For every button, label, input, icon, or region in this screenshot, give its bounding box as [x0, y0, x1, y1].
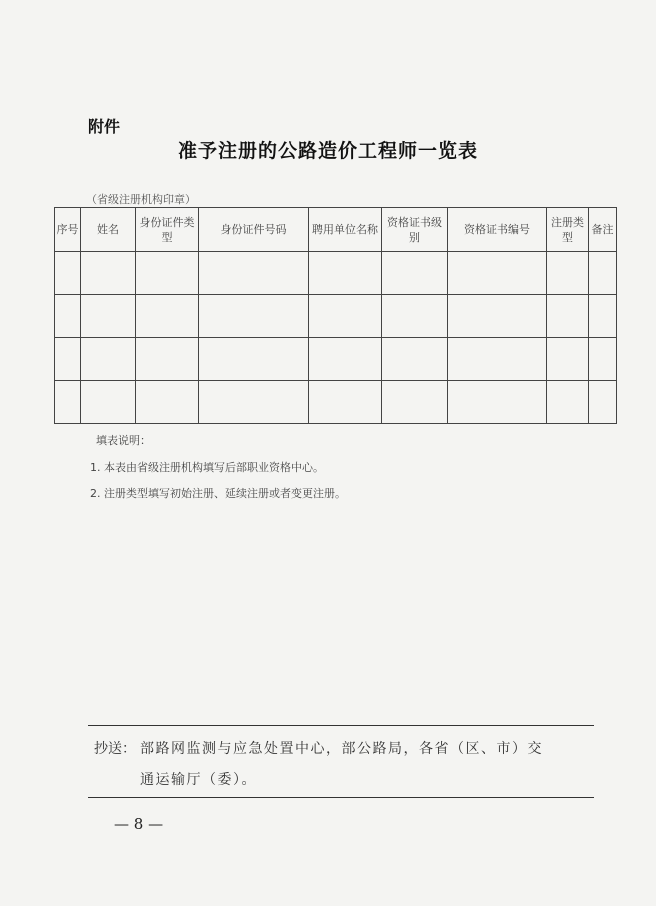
table-cell — [382, 381, 448, 424]
table-cell — [309, 338, 382, 381]
header-id-type: 身份证件类型 — [136, 208, 199, 252]
table-cell — [136, 338, 199, 381]
table-cell — [309, 252, 382, 295]
table-cell — [81, 252, 136, 295]
table-cell — [589, 381, 617, 424]
table-cell — [309, 295, 382, 338]
table-cell — [199, 381, 309, 424]
table-row — [55, 252, 617, 295]
table-cell — [55, 338, 81, 381]
table-cell — [136, 295, 199, 338]
page-number: — 8 — — [114, 815, 164, 833]
cc-top-rule — [88, 725, 594, 726]
table-cell — [199, 295, 309, 338]
header-seq: 序号 — [55, 208, 81, 252]
table-cell — [448, 338, 547, 381]
header-id-number: 身份证件号码 — [199, 208, 309, 252]
table-row — [55, 338, 617, 381]
header-remarks: 备注 — [589, 208, 617, 252]
table-cell — [55, 295, 81, 338]
table-cell — [382, 295, 448, 338]
table-cell — [448, 295, 547, 338]
stamp-note: （省级注册机构印章） — [86, 193, 196, 206]
header-reg-type: 注册类型 — [547, 208, 589, 252]
attachment-label: 附件 — [88, 117, 121, 136]
table-cell — [547, 252, 589, 295]
notes-title: 填表说明： — [96, 434, 151, 447]
table-row — [55, 295, 617, 338]
table-row — [55, 381, 617, 424]
table-cell — [589, 252, 617, 295]
document-title: 准予注册的公路造价工程师一览表 — [177, 140, 478, 162]
table-cell — [136, 252, 199, 295]
table-cell — [55, 381, 81, 424]
note-item: 1. 本表由省级注册机构填写后部职业资格中心。 — [90, 461, 324, 474]
table-cell — [547, 381, 589, 424]
cc-bottom-rule — [88, 797, 594, 798]
table-cell — [547, 338, 589, 381]
table-cell — [81, 295, 136, 338]
registry-table — [54, 207, 617, 424]
table-cell — [199, 252, 309, 295]
table-header-row — [55, 208, 617, 252]
header-name: 姓名 — [81, 208, 136, 252]
cc-label: 抄送： — [94, 741, 136, 757]
table-cell — [309, 381, 382, 424]
table-cell — [199, 338, 309, 381]
note-item: 2. 注册类型填写初始注册、延续注册或者变更注册。 — [90, 487, 346, 500]
table-cell — [589, 295, 617, 338]
header-employer: 聘用单位名称 — [309, 208, 382, 252]
table-cell — [589, 338, 617, 381]
cc-recipients-line-2: 通运输厅（委）。 — [140, 772, 257, 788]
table-cell — [382, 338, 448, 381]
table-cell — [136, 381, 199, 424]
header-cert-number: 资格证书编号 — [448, 208, 547, 252]
header-cert-level: 资格证书级别 — [382, 208, 448, 252]
table-cell — [81, 338, 136, 381]
table-cell — [81, 381, 136, 424]
table-cell — [382, 252, 448, 295]
table-cell — [547, 295, 589, 338]
table-cell — [448, 252, 547, 295]
table-cell — [448, 381, 547, 424]
cc-recipients-line-1: 部路网监测与应急处置中心，部公路局，各省（区、市）交 — [140, 741, 543, 757]
table-cell — [55, 252, 81, 295]
